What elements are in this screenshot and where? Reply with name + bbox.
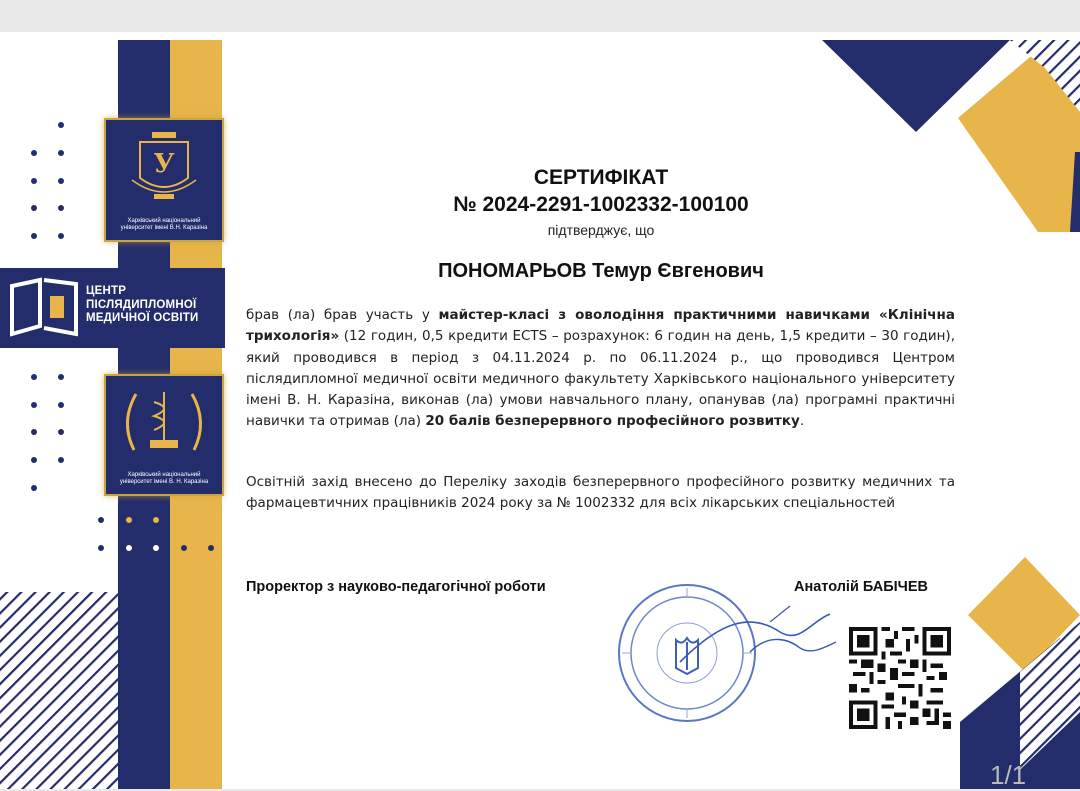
university-emblem: [104, 118, 224, 242]
signatory-name: Анатолій БАБІЧЕВ: [794, 579, 929, 595]
university-caption: Харківський національний університет імені В.Н. Каразіна: [120, 218, 208, 231]
certificate-title: СЕРТИФІКАТ: [533, 166, 669, 189]
center-logo-line1: ЦЕНТР: [86, 285, 127, 297]
registry-paragraph: Освітній захід внесено до Переліку заходів безперервного професійного розвитку медичних та фармацевтичних працівників 2024 року за № 1002332 для всіх лікарських спеціальностей: [246, 474, 955, 512]
p1-cpd-points: 20 балів безперервного професійного розвитку: [425, 413, 800, 430]
center-logo-line3: МЕДИЧНОЇ ОСВІТИ: [86, 312, 199, 324]
center-logo-text: [86, 285, 198, 326]
center-logo-line2: ПІСЛЯДИПЛОМНОЇ: [86, 298, 197, 311]
p1-text-1: брав (ла) брав участь у: [246, 307, 439, 323]
university-crest-icon: [106, 120, 222, 210]
main-paragraph: [246, 305, 955, 433]
confirms-text: підтверджує, що: [547, 222, 655, 238]
certificate-page: [0, 32, 1080, 789]
p1-course-name: майстер-класі з оволодіння практичними навичками «Клінічна трихологія»: [246, 307, 955, 345]
page-counter: 1/1: [990, 760, 1027, 790]
medical-faculty-caption: Харківський національний університет імені В. Н. Каразіна: [119, 472, 209, 485]
book-icon: [4, 268, 84, 348]
svg-text:У: У: [153, 149, 175, 179]
qr-code: [849, 627, 951, 729]
signatory-position: Проректор з науково-педагогічної роботи: [246, 579, 546, 595]
medical-faculty-emblem: [104, 374, 224, 496]
medical-faculty-crest-icon: [106, 376, 222, 466]
center-logo: [0, 268, 225, 348]
p1-text-3: .: [799, 413, 805, 430]
signature-icon: [660, 592, 840, 682]
p1-text-2: (12 годин, 0,5 кредити ECTS – розрахунок: 6 годин на день, 1,5 кредити – 30 годин), який проводився в період з 04.11.2024 р. по 06.11.2024 р., що проводився Центром післядипломної медичної освіти медичного факультету Харківського національного університету імені В. Н. Каразіна, виконав (ла) умови навчального плану, опанував (ла) програмні практичні навички та отримав (ла): [246, 328, 955, 430]
recipient-name: ПОНОМАРЬОВ Темур Євгенович: [438, 260, 764, 282]
certificate-number: № 2024-2291-1002332-100100: [453, 193, 749, 216]
